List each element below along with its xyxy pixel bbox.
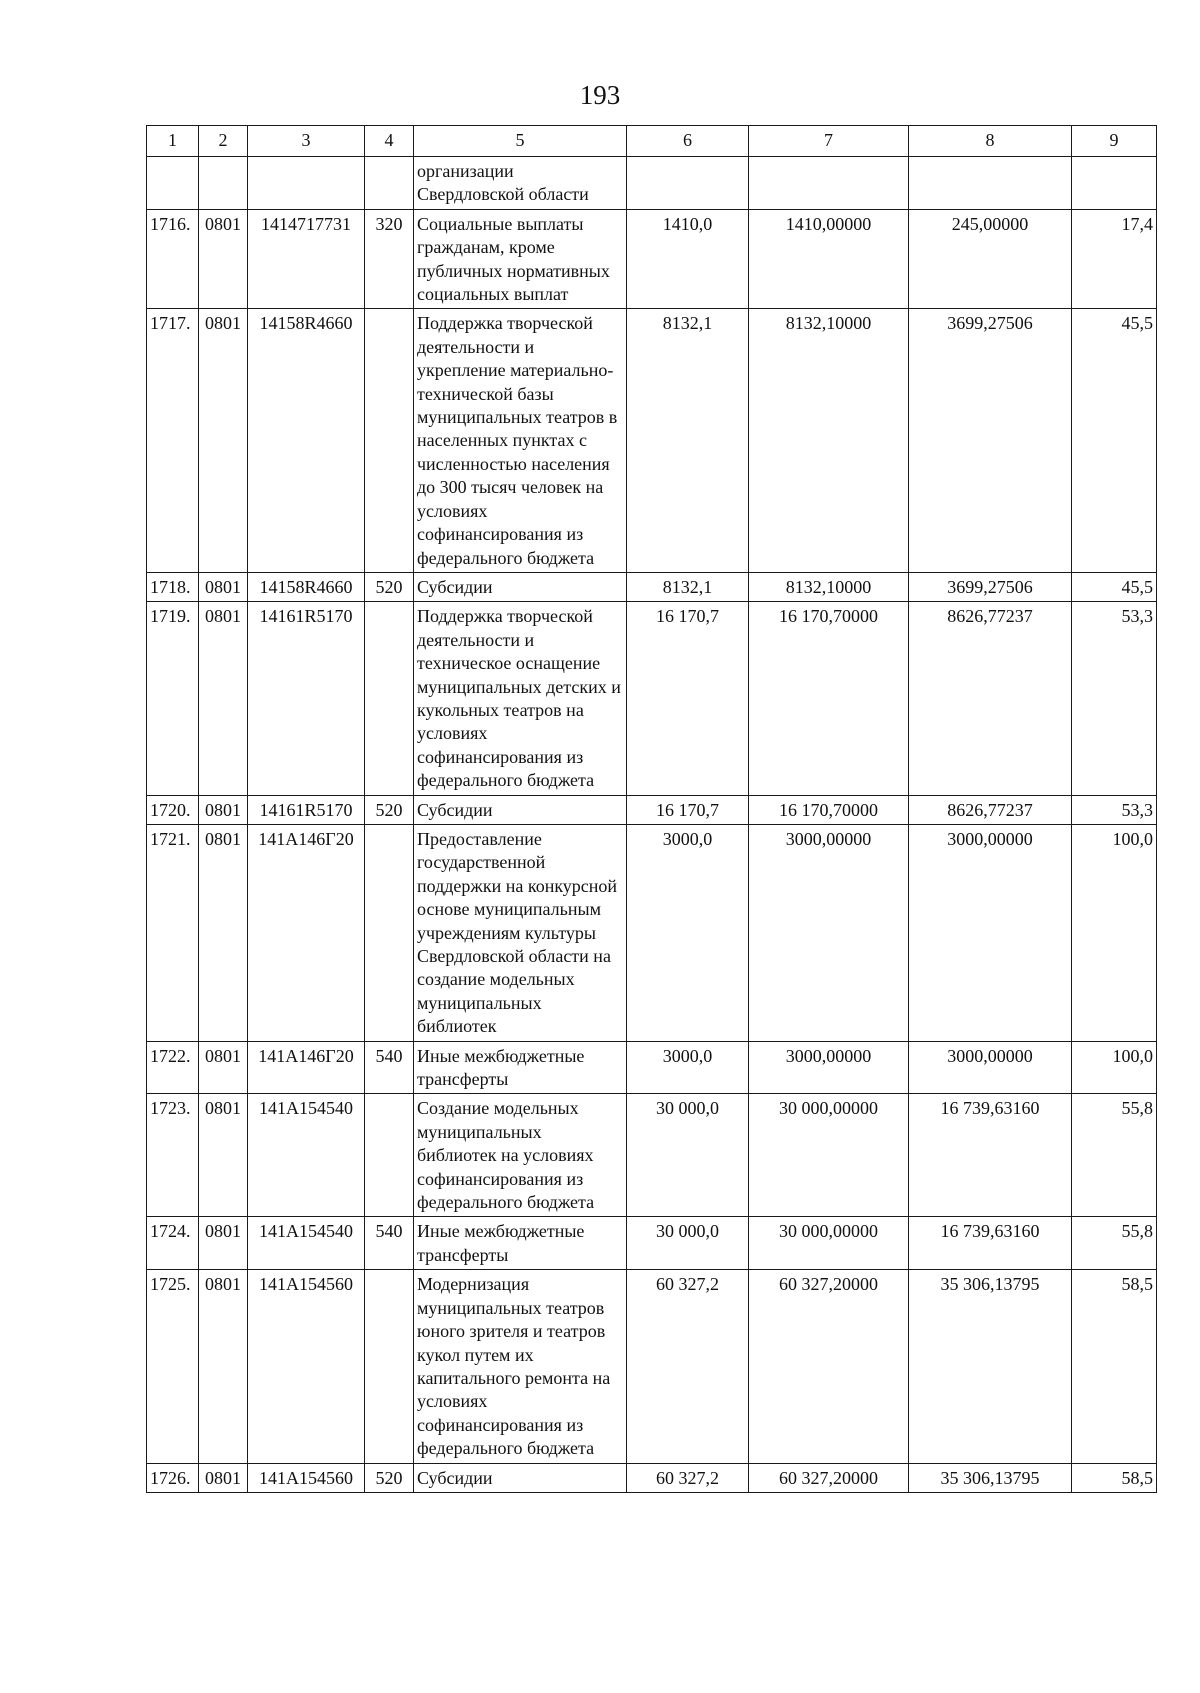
section-code-cell: 0801 bbox=[199, 1041, 248, 1094]
item-name-cell: Поддержка творческой деятельности и укрепление материально-технической базы муниципальных театров в населенных пунктах с численностью населения до 300 тысяч человек на условиях софинансирования из федерального бюджета bbox=[414, 309, 627, 572]
expense-type-cell: 540 bbox=[365, 1217, 414, 1270]
target-code-cell: 14161R5170 bbox=[248, 602, 365, 795]
value-cell-8: 35 306,13795 bbox=[909, 1270, 1072, 1463]
percent-cell: 45,5 bbox=[1072, 309, 1157, 572]
section-code-cell: 0801 bbox=[199, 1094, 248, 1217]
expense-type-cell bbox=[365, 1094, 414, 1217]
value-cell-7 bbox=[749, 157, 909, 210]
target-code-cell: 14161R5170 bbox=[248, 795, 365, 824]
value-cell-8 bbox=[909, 157, 1072, 210]
table-row bbox=[147, 1270, 1157, 1463]
value-cell-6: 60 327,2 bbox=[627, 1270, 749, 1463]
value-cell-6: 1410,0 bbox=[627, 209, 749, 309]
row-number-cell: 1718. bbox=[147, 572, 199, 601]
target-code-cell: 14158R4660 bbox=[248, 309, 365, 572]
value-cell-7: 16 170,70000 bbox=[749, 795, 909, 824]
item-name-cell: Субсидии bbox=[414, 795, 627, 824]
percent-cell: 100,0 bbox=[1072, 824, 1157, 1041]
percent-cell: 55,8 bbox=[1072, 1094, 1157, 1217]
value-cell-8: 3699,27506 bbox=[909, 309, 1072, 572]
table-row bbox=[147, 572, 1157, 601]
expense-type-cell: 520 bbox=[365, 572, 414, 601]
value-cell-6: 3000,0 bbox=[627, 1041, 749, 1094]
value-cell-7: 30 000,00000 bbox=[749, 1217, 909, 1270]
section-code-cell: 0801 bbox=[199, 602, 248, 795]
item-name-cell: Модернизация муниципальных театров юного зрителя и театров кукол путем их капитального ремонта на условиях софинансирования из федерального бюджета bbox=[414, 1270, 627, 1463]
column-header: 5 bbox=[414, 126, 627, 157]
target-code-cell: 1414717731 bbox=[248, 209, 365, 309]
item-name-cell: Предоставление государственной поддержки на конкурсной основе муниципальным учреждениям культуры Свердловской области на создание модельных муниципальных библиотек bbox=[414, 824, 627, 1041]
section-code-cell: 0801 bbox=[199, 1463, 248, 1492]
percent-cell: 45,5 bbox=[1072, 572, 1157, 601]
value-cell-8: 35 306,13795 bbox=[909, 1463, 1072, 1492]
expense-type-cell: 320 bbox=[365, 209, 414, 309]
section-code-cell: 0801 bbox=[199, 1270, 248, 1463]
value-cell-8: 3000,00000 bbox=[909, 1041, 1072, 1094]
section-code-cell: 0801 bbox=[199, 824, 248, 1041]
target-code-cell: 141A154540 bbox=[248, 1094, 365, 1217]
section-code-cell: 0801 bbox=[199, 309, 248, 572]
item-name-cell: Иные межбюджетные трансферты bbox=[414, 1217, 627, 1270]
row-number-cell: 1721. bbox=[147, 824, 199, 1041]
column-header: 1 bbox=[147, 126, 199, 157]
value-cell-7: 8132,10000 bbox=[749, 572, 909, 601]
item-name-cell: организации Свердловской области bbox=[414, 157, 627, 210]
section-code-cell: 0801 bbox=[199, 795, 248, 824]
percent-cell: 53,3 bbox=[1072, 795, 1157, 824]
row-number-cell: 1725. bbox=[147, 1270, 199, 1463]
value-cell-6: 30 000,0 bbox=[627, 1217, 749, 1270]
table-row bbox=[147, 1463, 1157, 1492]
table-row bbox=[147, 602, 1157, 795]
row-number-cell: 1726. bbox=[147, 1463, 199, 1492]
column-header: 9 bbox=[1072, 126, 1157, 157]
percent-cell bbox=[1072, 157, 1157, 210]
value-cell-6 bbox=[627, 157, 749, 210]
value-cell-8: 8626,77237 bbox=[909, 795, 1072, 824]
row-number-cell: 1720. bbox=[147, 795, 199, 824]
percent-cell: 55,8 bbox=[1072, 1217, 1157, 1270]
row-number-cell bbox=[147, 157, 199, 210]
table-row bbox=[147, 795, 1157, 824]
row-number-cell: 1716. bbox=[147, 209, 199, 309]
row-number-cell: 1717. bbox=[147, 309, 199, 572]
expense-type-cell bbox=[365, 309, 414, 572]
value-cell-6: 8132,1 bbox=[627, 572, 749, 601]
item-name-cell: Субсидии bbox=[414, 572, 627, 601]
table-row-continuation bbox=[147, 157, 1157, 210]
percent-cell: 58,5 bbox=[1072, 1463, 1157, 1492]
section-code-cell bbox=[199, 157, 248, 210]
percent-cell: 17,4 bbox=[1072, 209, 1157, 309]
item-name-cell: Субсидии bbox=[414, 1463, 627, 1492]
row-number-cell: 1724. bbox=[147, 1217, 199, 1270]
item-name-cell: Социальные выплаты гражданам, кроме публичных нормативных социальных выплат bbox=[414, 209, 627, 309]
expense-type-cell bbox=[365, 602, 414, 795]
value-cell-7: 16 170,70000 bbox=[749, 602, 909, 795]
target-code-cell: 141A154540 bbox=[248, 1217, 365, 1270]
value-cell-6: 60 327,2 bbox=[627, 1463, 749, 1492]
column-header: 4 bbox=[365, 126, 414, 157]
value-cell-7: 30 000,00000 bbox=[749, 1094, 909, 1217]
target-code-cell: 141A154560 bbox=[248, 1463, 365, 1492]
column-header: 6 bbox=[627, 126, 749, 157]
value-cell-8: 16 739,63160 bbox=[909, 1217, 1072, 1270]
value-cell-8: 3000,00000 bbox=[909, 824, 1072, 1041]
table-row bbox=[147, 1041, 1157, 1094]
column-header: 7 bbox=[749, 126, 909, 157]
row-number-cell: 1719. bbox=[147, 602, 199, 795]
target-code-cell: 141A154560 bbox=[248, 1270, 365, 1463]
value-cell-8: 16 739,63160 bbox=[909, 1094, 1072, 1217]
row-number-cell: 1723. bbox=[147, 1094, 199, 1217]
table-row bbox=[147, 309, 1157, 572]
item-name-cell: Поддержка творческой деятельности и техническое оснащение муниципальных детских и кукольных театров на условиях софинансирования из федерального бюджета bbox=[414, 602, 627, 795]
page-number: 193 bbox=[579, 80, 621, 110]
percent-cell: 53,3 bbox=[1072, 602, 1157, 795]
row-number-cell: 1722. bbox=[147, 1041, 199, 1094]
value-cell-6: 16 170,7 bbox=[627, 602, 749, 795]
table-row bbox=[147, 1217, 1157, 1270]
target-code-cell: 14158R4660 bbox=[248, 572, 365, 601]
percent-cell: 100,0 bbox=[1072, 1041, 1157, 1094]
expense-type-cell bbox=[365, 1270, 414, 1463]
value-cell-7: 60 327,20000 bbox=[749, 1463, 909, 1492]
value-cell-7: 3000,00000 bbox=[749, 824, 909, 1041]
target-code-cell: 141A146Г20 bbox=[248, 824, 365, 1041]
percent-cell: 58,5 bbox=[1072, 1270, 1157, 1463]
item-name-cell: Иные межбюджетные трансферты bbox=[414, 1041, 627, 1094]
value-cell-6: 8132,1 bbox=[627, 309, 749, 572]
expense-type-cell: 520 bbox=[365, 1463, 414, 1492]
column-header: 3 bbox=[248, 126, 365, 157]
table-row bbox=[147, 209, 1157, 309]
section-code-cell: 0801 bbox=[199, 572, 248, 601]
table-header-row bbox=[147, 126, 1157, 157]
value-cell-6: 30 000,0 bbox=[627, 1094, 749, 1217]
item-name-cell: Создание модельных муниципальных библиотек на условиях софинансирования из федерального бюджета bbox=[414, 1094, 627, 1217]
value-cell-6: 16 170,7 bbox=[627, 795, 749, 824]
column-header: 2 bbox=[199, 126, 248, 157]
value-cell-7: 1410,00000 bbox=[749, 209, 909, 309]
section-code-cell: 0801 bbox=[199, 209, 248, 309]
table-row bbox=[147, 1094, 1157, 1217]
value-cell-7: 3000,00000 bbox=[749, 1041, 909, 1094]
value-cell-6: 3000,0 bbox=[627, 824, 749, 1041]
value-cell-8: 245,00000 bbox=[909, 209, 1072, 309]
expense-type-cell: 520 bbox=[365, 795, 414, 824]
expense-type-cell bbox=[365, 824, 414, 1041]
target-code-cell: 141A146Г20 bbox=[248, 1041, 365, 1094]
table-row bbox=[147, 824, 1157, 1041]
value-cell-7: 8132,10000 bbox=[749, 309, 909, 572]
column-header: 8 bbox=[909, 126, 1072, 157]
section-code-cell: 0801 bbox=[199, 1217, 248, 1270]
budget-table bbox=[146, 125, 1157, 1493]
target-code-cell bbox=[248, 157, 365, 210]
value-cell-8: 8626,77237 bbox=[909, 602, 1072, 795]
value-cell-8: 3699,27506 bbox=[909, 572, 1072, 601]
expense-type-cell: 540 bbox=[365, 1041, 414, 1094]
expense-type-cell bbox=[365, 157, 414, 210]
value-cell-7: 60 327,20000 bbox=[749, 1270, 909, 1463]
